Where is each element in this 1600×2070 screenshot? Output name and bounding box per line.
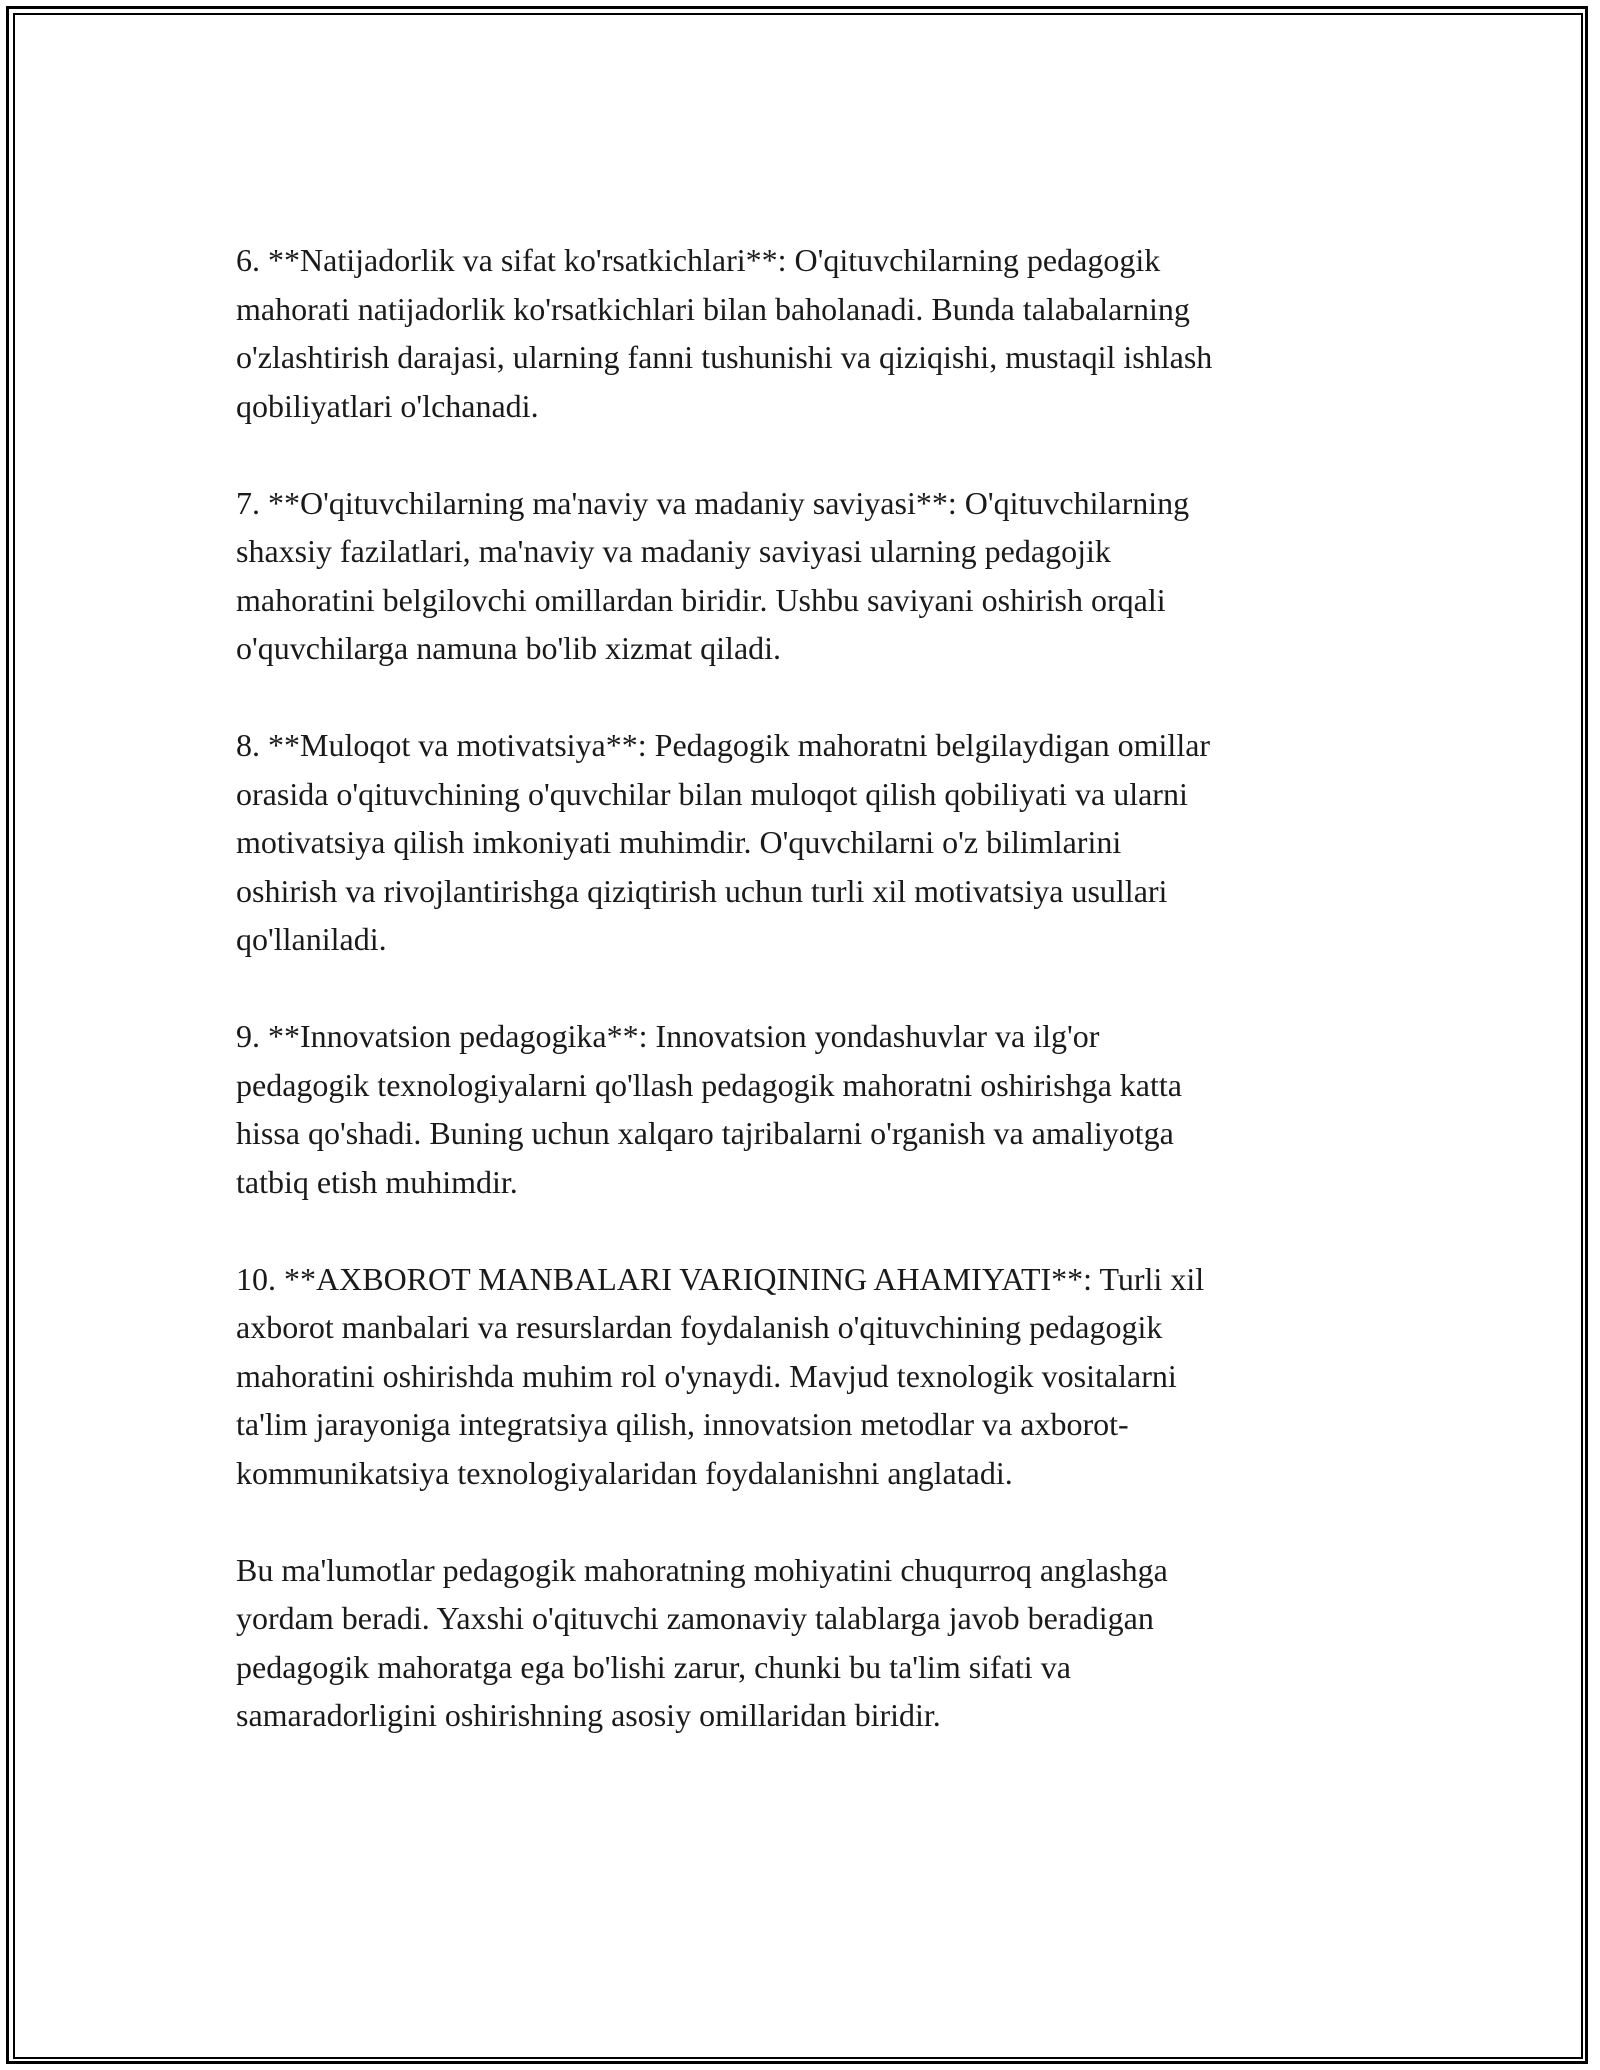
document-body bbox=[236, 236, 1376, 1788]
paragraph-item-10: 10. **AXBOROT MANBALARI VARIQINING AHAMIYATI**: Turli xil axborot manbalari va resurslardan foydalanish o'qituvchining pedagogik mahoratini oshirishda muhim rol o'ynaydi. Mavjud texnologik vositalarni ta'lim jarayoniga integratsiya qilish, innovatsion metodlar va axborot- kommunikatsiya texnologiyalaridan foydalanishni anglatadi. bbox=[236, 1260, 1205, 1491]
paragraph-item-7: 7. **O'qituvchilarning ma'naviy va madaniy saviyasi**: O'qituvchilarning shaxsiy fazilatlari, ma'naviy va madaniy saviyasi ularning pedagojik mahoratini belgilovchi omillardan biridir. Ushbu saviyani oshirish orqali o'quvchilarga namuna bo'lib xizmat qiladi. bbox=[236, 484, 1190, 666]
paragraph-item-9: 9. **Innovatsion pedagogika**: Innovatsion yondashuvlar va ilg'or pedagogik texnologiyalarni qo'llash pedagogik mahoratni oshirishga katta hissa qo'shadi. Buning uchun xalqaro tajribalarni o'rganish va amaliyotga tatbiq etish muhimdir. bbox=[236, 1018, 1182, 1200]
paragraph-conclusion: Bu ma'lumotlar pedagogik mahoratning mohiyatini chuqurroq anglashga yordam beradi. Yaxshi o'qituvchi zamonaviy talablarga javob beradigan pedagogik mahoratga ega bo'lishi zarur, chunki bu ta'lim sifati va samaradorligini oshirishning asosiy omillaridan biridir. bbox=[236, 1551, 1168, 1733]
paragraph-item-6: 6. **Natijadorlik va sifat ko'rsatkichlari**: O'qituvchilarning pedagogik mahorati natijadorlik ko'rsatkichlari bilan baholanadi. Bunda talabalarning o'zlashtirish darajasi, ularning fanni tushunishi va qiziqishi, mustaqil ishlash qobiliyatlari o'lchanadi. bbox=[236, 242, 1213, 424]
paragraph-item-8: 8. **Muloqot va motivatsiya**: Pedagogik mahoratni belgilaydigan omillar orasida o'qituvchining o'quvchilar bilan muloqot qilish qobiliyati va ularni motivatsiya qilish imkoniyati muhimdir. O'quvchilarni o'z bilimlarini oshirish va rivojlantirishga qiziqtirish uchun turli xil motivatsiya usullari qo'llaniladi. bbox=[236, 727, 1211, 957]
